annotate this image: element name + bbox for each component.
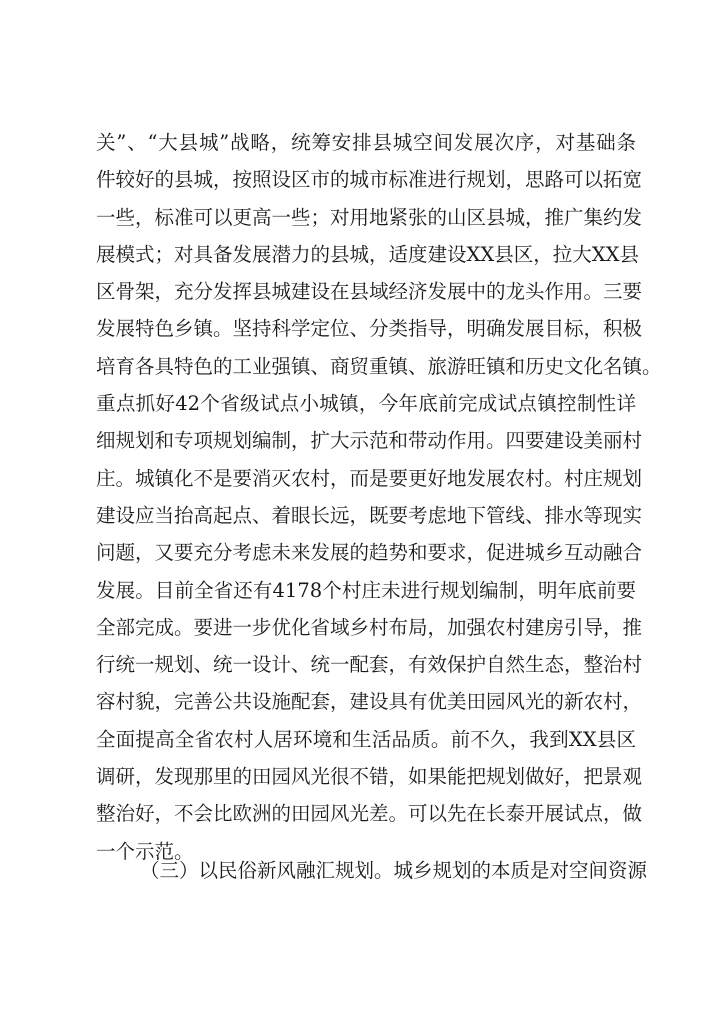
- section-heading-line: [96, 852, 648, 889]
- paragraph-line: 关”、“大县城”战略，统筹安排县城空间发展次序，对基础条: [96, 131, 636, 154]
- paragraph-line: 问题，又要充分考虑未来发展的趋势和要求，促进城乡互动融合: [96, 541, 643, 565]
- paragraph-line: 区骨架，充分发挥县城建设在县域经济发展中的龙头作用。三要: [96, 280, 643, 304]
- paragraph-line: 培育各具特色的工业强镇、商贸重镇、旅游旺镇和历史文化名镇。: [96, 354, 662, 378]
- paragraph-line: 建设应当抬高起点、着眼长远，既要考虑地下管线、排水等现实: [96, 503, 643, 527]
- paragraph-line: 调研，发现那里的田园风光很不错，如果能把规划做好，把景观: [96, 765, 643, 789]
- paragraph-line: 一些，标准可以更高一些；对用地紧张的山区县城，推广集约发: [96, 205, 643, 229]
- paragraph-line: 细规划和专项规划编制，扩大示范和带动作用。四要建设美丽村: [96, 429, 643, 453]
- body-paragraph: [96, 124, 662, 870]
- paragraph-last-line: 一个示范。: [96, 839, 194, 863]
- paragraph-line: 件较好的县城，按照设区市的城市标准进行规划，思路可以拓宽: [96, 168, 643, 192]
- paragraph-line: 发展特色乡镇。坚持科学定位、分类指导，明确发展目标，积极: [96, 317, 643, 341]
- paragraph-line: 行统一规划、统一设计、统一配套，有效保护自然生态，整治村: [96, 653, 643, 677]
- paragraph-line: 容村貌，完善公共设施配套，建设具有优美田园风光的新农村，: [96, 690, 643, 714]
- paragraph-line: 整治好，不会比欧洲的田园风光差。可以先在长泰开展试点，做: [96, 802, 643, 826]
- paragraph-line: 全部完成。要进一步优化省域乡村布局，加强农村建房引导，推: [96, 615, 643, 639]
- paragraph-line: 展模式；对具备发展潜力的县城，适度建设XX县区，拉大XX县: [96, 242, 640, 266]
- paragraph-line: 庄。城镇化不是要消灭农村，而是要更好地发展农村。村庄规划: [96, 466, 643, 490]
- paragraph-line: 全面提高全省农村人居环境和生活品质。前不久，我到XX县区: [96, 727, 636, 751]
- section-heading-text: （三）以民俗新风融汇规划。城乡规划的本质是对空间资源: [140, 859, 648, 882]
- paragraph-line: 发展。目前全省还有4178个村庄未进行规划编制，明年底前要: [96, 578, 636, 602]
- paragraph-line: 重点抓好42个省级试点小城镇，今年底前完成试点镇控制性详: [96, 392, 636, 416]
